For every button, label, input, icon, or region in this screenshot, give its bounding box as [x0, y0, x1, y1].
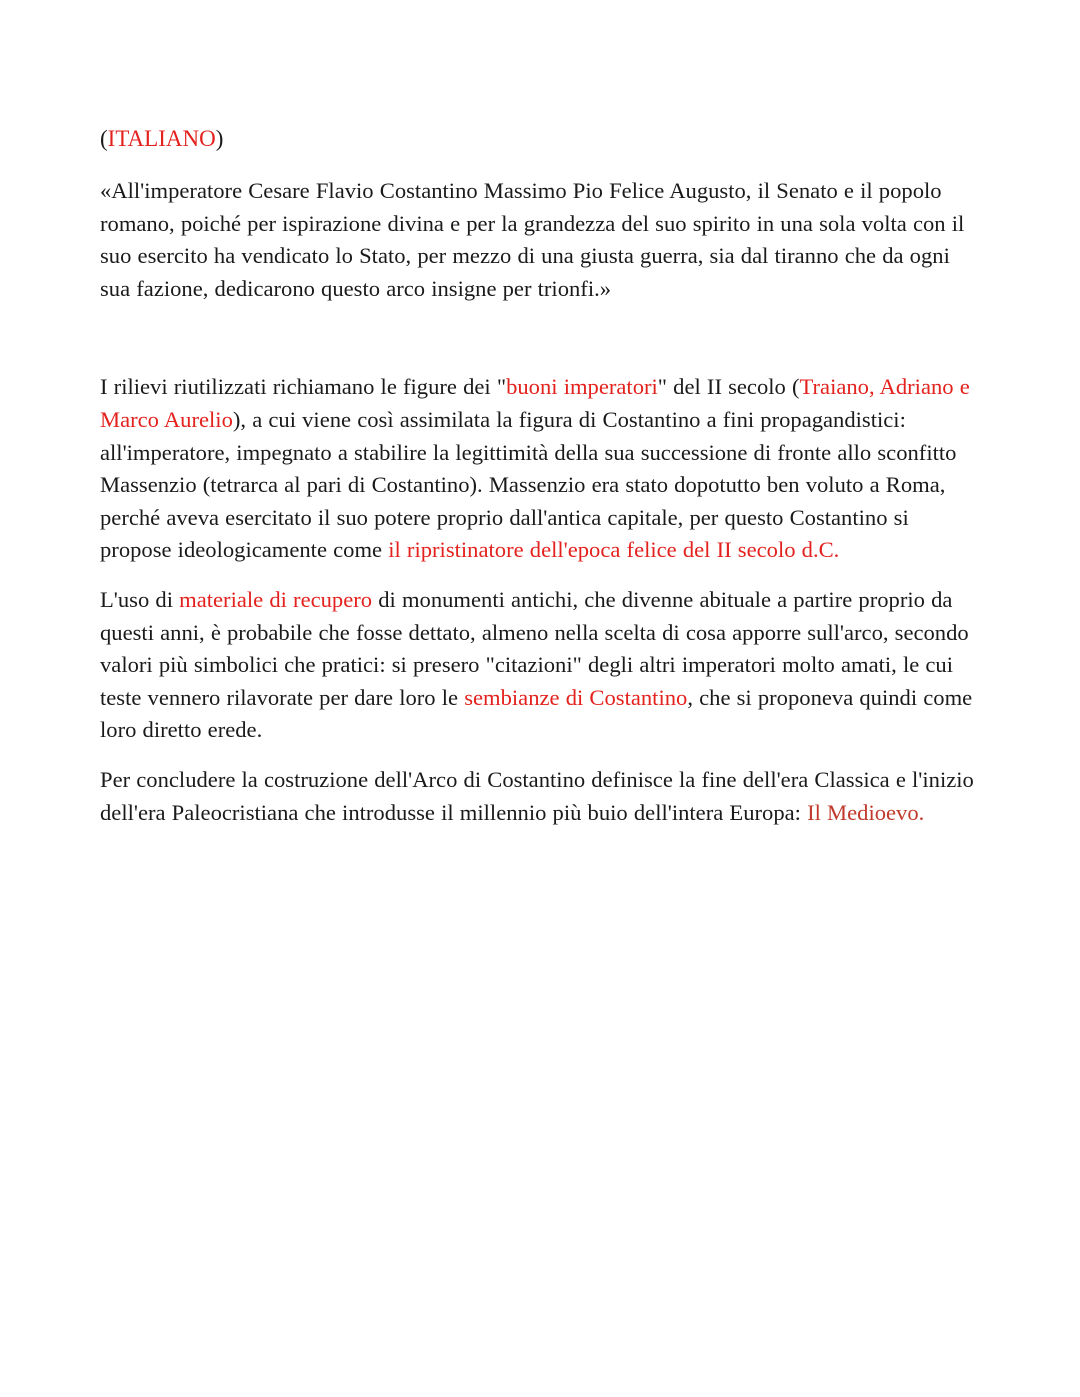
conclusione-text-1: Per concludere la costruzione dell'Arco di Costantino definisce la fine dell'era Classica e l'inizio dell'era Paleocristiana che introdusse il millennio più buio dell'intera Europa: [100, 766, 974, 825]
uso-text-3: , che si proponeva quindi come loro diretto erede. [100, 684, 973, 743]
rilievi-highlight-ripristinatore: il ripristinatore dell'epoca felice del II secolo d.C. [388, 537, 840, 563]
paragraph-uso-materiale [100, 584, 980, 747]
document-page [100, 122, 980, 829]
rilievi-highlight-imperatori-names: Traiano, Adriano e Marco Aurelio [100, 374, 970, 432]
paragraph-rilievi [100, 371, 980, 567]
rilievi-text-2: " del II secolo ( [657, 374, 800, 400]
uso-text-1: L'uso di [100, 586, 180, 612]
heading-paren-close: ) [215, 126, 224, 151]
heading-paren-open: ( [100, 126, 108, 151]
conclusione-highlight-medioevo: Il Medioevo. [807, 799, 925, 825]
rilievi-text-1: I rilievi riutilizzati richiamano le figure dei " [100, 374, 507, 400]
inscription-quote: «All'imperatore Cesare Flavio Costantino Massimo Pio Felice Augusto, il Senato e il popolo romano, poiché per ispirazione divina e per la grandezza del suo spirito in una sola volta con il suo esercito ha vendicato lo Stato, per mezzo di una giusta guerra, sia dal tiranno che da ogni sua fazione, dedicarono questo arco insigne per trionfi.» [100, 178, 965, 301]
rilievi-text-3: ), a cui viene così assimilata la figura di Costantino a fini propagandistici: all'imperatore, impegnato a stabilire la legittimità della sua successione di fronte allo sconfitto Massenzio (tetrarca al pari di Costantino). Massenzio era stato dopotutto ben voluto a Roma, perché aveva esercitato il suo potere proprio dall'antica capitale, per questo Costantino si propose ideologicamente come [100, 406, 957, 563]
uso-highlight-materiale: materiale di recupero [179, 586, 373, 612]
heading-label: ITALIANO [107, 126, 216, 151]
uso-highlight-sembianze: sembianze di Costantino [464, 684, 688, 710]
rilievi-highlight-buoni-imperatori: buoni imperatori [506, 374, 658, 400]
uso-text-2: di monumenti antichi, che divenne abituale a partire proprio da questi anni, è probabile che fosse dettato, almeno nella scelta di cosa apporre sull'arco, secondo valori più simbolici che pratici: si presero "citazioni" degli altri imperatori molto amati, le cui teste vennero rilavorate per dare loro le [100, 586, 969, 710]
paragraph-conclusione [100, 764, 980, 829]
section-heading [100, 122, 980, 155]
